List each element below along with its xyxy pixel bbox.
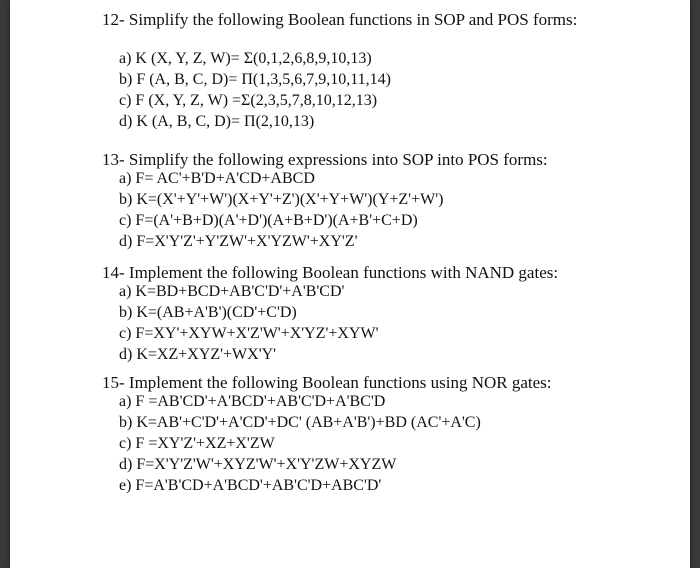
problem-12-item-b: b) F (A, B, C, D)= Π(1,3,5,6,7,9,10,11,14) <box>119 71 391 88</box>
problem-15-item-b: b) K=AB'+C'D'+A'CD'+DC' (AB+A'B')+BD (AC'+A'C) <box>119 414 481 431</box>
problem-13-item-d: d) F=X'Y'Z'+Y'ZW'+X'YZW'+XY'Z' <box>119 233 358 250</box>
problem-14-item-b: b) K=(AB+A'B')(CD'+C'D) <box>119 304 297 321</box>
problem-12-item-d: d) K (A, B, C, D)= Π(2,10,13) <box>119 113 315 130</box>
problem-13-item-a: a) F= AC'+B'D+A'CD+ABCD <box>119 170 315 187</box>
problem-13-item-c: c) F=(A'+B+D)(A'+D')(A+B+D')(A+B'+C+D) <box>119 212 418 229</box>
problem-15-title: 15- Implement the following Boolean functions using NOR gates: <box>102 373 552 392</box>
problem-13-item-b: b) K=(X'+Y'+W')(X+Y'+Z')(X'+Y+W')(Y+Z'+W') <box>119 191 444 208</box>
problem-12-item-c: c) F (X, Y, Z, W) =Σ(2,3,5,7,8,10,12,13) <box>119 92 378 109</box>
problem-15-item-d: d) F=X'Y'Z'W'+XYZ'W'+X'Y'ZW+XYZW <box>119 456 397 473</box>
problem-15-item-c: c) F =XY'Z'+XZ+X'ZW <box>119 435 275 452</box>
problem-14-item-c: c) F=XY'+XYW+X'Z'W'+X'YZ'+XYW' <box>119 325 379 342</box>
problem-12-title: 12- Simplify the following Boolean functions in SOP and POS forms: <box>102 10 578 29</box>
problem-15-item-a: a) F =AB'CD'+A'BCD'+AB'C'D+A'BC'D <box>119 393 386 410</box>
problem-14-title: 14- Implement the following Boolean functions with NAND gates: <box>102 263 559 282</box>
problem-12-item-a: a) K (X, Y, Z, W)= Σ(0,1,2,6,8,9,10,13) <box>119 50 372 67</box>
document-page <box>10 0 690 568</box>
problem-15-item-e: e) F=A'B'CD+A'BCD'+AB'C'D+ABC'D' <box>119 477 382 494</box>
problem-14-item-d: d) K=XZ+XYZ'+WX'Y' <box>119 346 277 363</box>
problem-14-item-a: a) K=BD+BCD+AB'C'D'+A'B'CD' <box>119 283 345 300</box>
problem-13-title: 13- Simplify the following expressions into SOP into POS forms: <box>102 150 548 169</box>
